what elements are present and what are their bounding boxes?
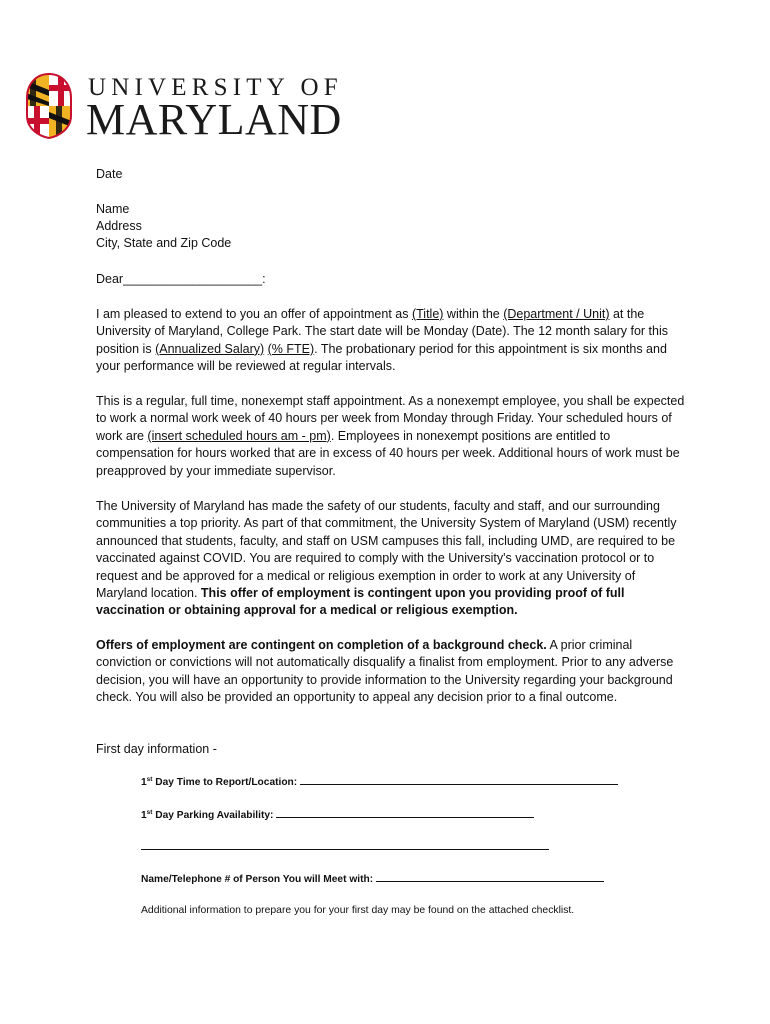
first-day-extra-line: [141, 840, 549, 853]
logo-line-1: UNIVERSITY OF: [88, 74, 343, 101]
paragraph-vaccination: [96, 498, 686, 620]
p2-text-1: This is a regular, full time, nonexempt staff appointment. As a nonexempt employee, you shall be expected to work a normal work week of 40 hours per week from Monday through Friday. Your scheduled hours of work are: [96, 394, 685, 443]
paragraph-offer: [96, 306, 686, 376]
parking-label: Day Parking Availability:: [152, 810, 277, 821]
extra-blank: [141, 840, 549, 850]
placeholder-fte: (% FTE): [267, 341, 315, 356]
paragraph-nonexempt: [96, 393, 686, 480]
p1-text-1: I am pleased to extend to you an offer of appointment as: [96, 307, 412, 321]
recipient-city-state-zip: City, State and Zip Code: [96, 236, 232, 250]
salutation: Dear____________________:: [96, 272, 266, 286]
p4-text: A prior criminal conviction or convictions will not automatically disqualify a finalist from employment. Prior to any adverse decision, you will have an opportunity to provide information to the University regarding your background check. You will also be provided an opportunity to appeal any decision prior to a final outcome.: [96, 638, 674, 705]
checklist-note: Additional information to prepare you for your first day may be found on the attached checklist.: [141, 905, 575, 916]
ordinal-suffix: st: [146, 809, 153, 816]
p3-text: The University of Maryland has made the safety of our students, faculty and staff, and our surrounding communities a top priority. As part of that commitment, the University System of Maryland (USM) recently announced that students, faculty, and staff on USM campuses this fall, including UMD, are required to be vaccinated against COVID. You are required to comply with the University's vaccination protocol or to request and be approved for a medical or religious exemption in order to work at any University of Maryland location.: [96, 499, 677, 601]
p1-text-2: within the: [443, 307, 504, 321]
placeholder-title: (Title): [411, 307, 444, 321]
first-day-parking-field: [141, 808, 534, 821]
recipient-name: Name: [96, 202, 130, 216]
parking-blank: [276, 808, 534, 818]
p4-bold-text: Offers of employment are contingent on completion of a background check.: [96, 638, 547, 652]
p1-text-5: . The probationary period for this appointment is six months and your performance will be reviewed at regular intervals.: [96, 341, 667, 374]
p3-bold-text: This offer of employment is contingent upon you providing proof of full vaccination or obtaining approval for a medical or religious exemption.: [96, 586, 625, 618]
maryland-flag-seal-icon: [24, 72, 74, 140]
university-logo: [24, 72, 343, 144]
placeholder-salary: (Annualized Salary): [155, 341, 265, 356]
contact-label: Name/Telephone # of Person You will Meet with:: [141, 874, 376, 885]
first-day-time-field: [141, 775, 618, 788]
p1-text-3: at the University of Maryland, College Park. The start date will be Monday (Date). The 12 month salary for this position is: [96, 307, 669, 356]
paragraph-background-check: [96, 637, 686, 707]
first-day-contact-field: [141, 872, 604, 885]
logo-line-2: MARYLAND: [86, 95, 342, 144]
ordinal-1: 1: [141, 810, 147, 821]
ordinal-1: 1: [141, 777, 147, 788]
first-day-intro: First day information -: [96, 742, 217, 756]
recipient-address: Address: [96, 219, 142, 233]
time-location-label: Day Time to Report/Location:: [152, 777, 300, 788]
time-location-blank: [300, 775, 618, 785]
placeholder-hours: (insert scheduled hours am - pm): [147, 428, 331, 443]
placeholder-department: (Department / Unit): [503, 307, 610, 321]
date-line: Date: [96, 167, 123, 181]
contact-blank: [376, 872, 604, 882]
p2-text-2: . Employees in nonexempt positions are entitled to compensation for hours worked that are in excess of 40 hours per week. Additional hours of work must be preapproved by your immediate supervisor.: [96, 428, 680, 478]
ordinal-suffix: st: [146, 776, 153, 783]
